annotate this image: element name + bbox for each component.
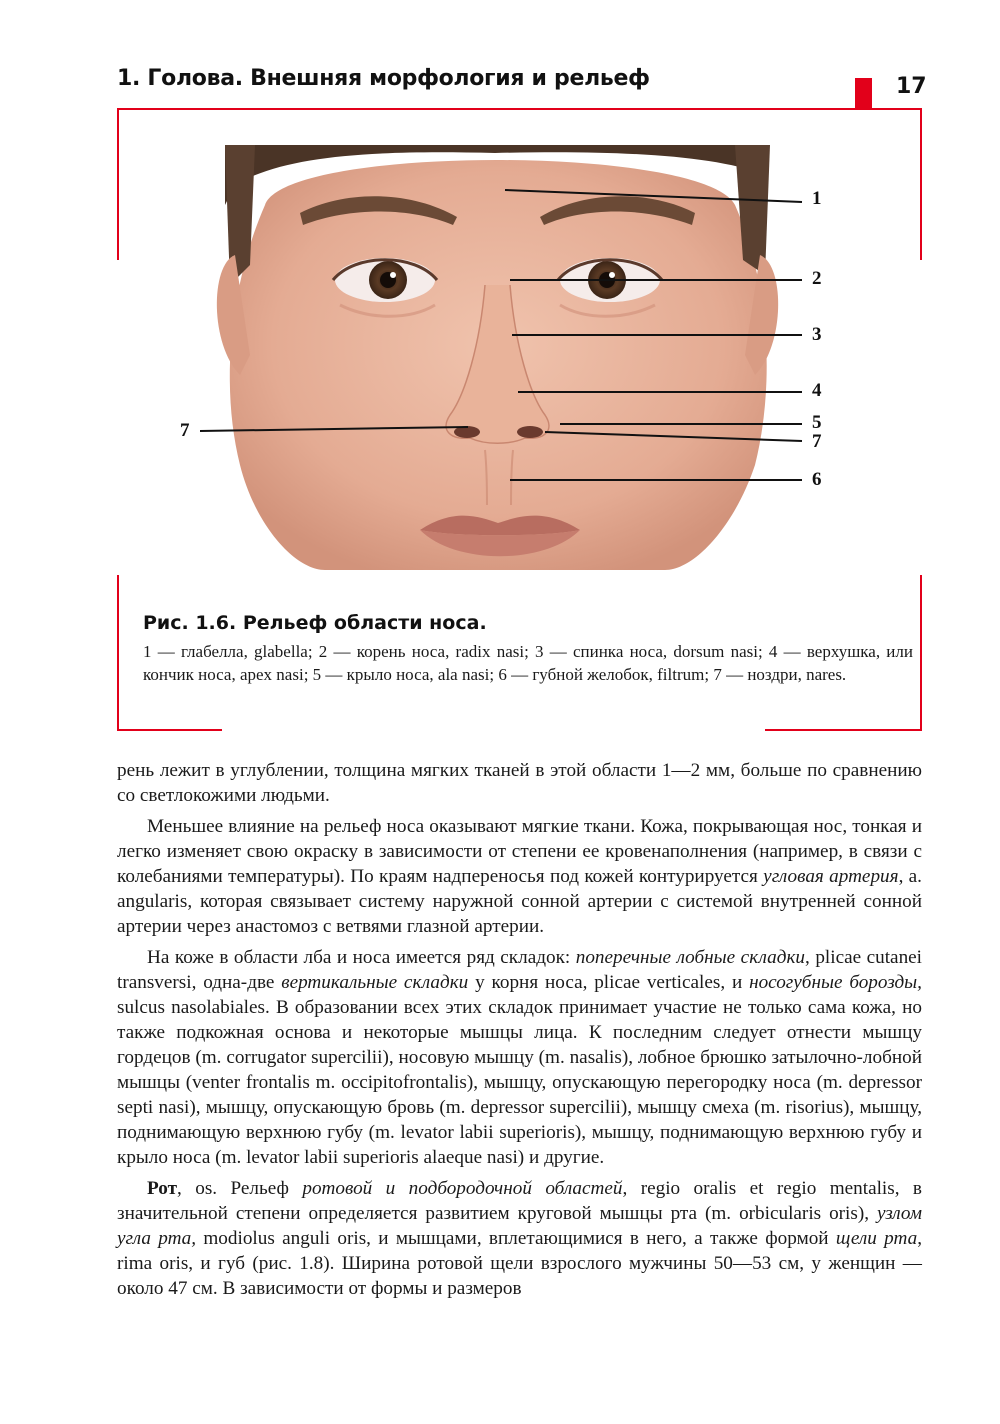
callout-number-2: 2 xyxy=(812,268,822,289)
caption-title: Рис. 1.6. Рельеф области носа. xyxy=(143,612,487,634)
callout-number-6: 6 xyxy=(812,469,822,490)
page-number: 17 xyxy=(896,74,927,99)
callout-number-4: 4 xyxy=(812,380,822,401)
callout-number-7-left: 7 xyxy=(180,420,190,441)
paragraph-3: На коже в области лба и носа имеется ряд складок: поперечные лобные складки, plicae cutanei transversi, одна-две вертикальные складки у корня носа, plicae verticales, и носогубные борозды, sulcus nasolabiales. В образовании всех этих складок принимает участие не только сама кожа, но также подкожная основа и некоторые мышцы лица. К последним следует отнести мышцу гордецов (m. corrugator supercilii), носовую мышцу (m. nasalis), лобное брюшко затылочно-лобной мышцы (venter frontalis m. occipitofrontalis), мышцу, опускающую перегородку носа (m. depressor septi nasi), мышцу, опускающую бровь (m. depressor supercilii), мышцу смеха (m. risorius), мышцу, поднимающую верхнюю губу (m. levator labii superioris), мышцу, поднимающую верхнюю губу и крыло носа (m. levator labii superioris alaeque nasi) и другие. xyxy=(117,947,923,1168)
paragraph-2: Меньшее влияние на рельеф носа оказывают мягкие ткани. Кожа, покрывающая нос, тонкая и легко изменяет свою окраску в зависимости от степени ее кровенаполнения (например, в связи с колебаниями температуры). По краям надпереносья под кожей контурируется угловая артерия, a. angularis, которая связывает систему наружной сонной артерии с системой внутренней сонной артерии через анастомоз с ветвями глазной артерии. xyxy=(117,816,922,937)
paragraph-1: рень лежит в углублении, толщина мягких тканей в этой области 1—2 мм, больше по сравнению со светлокожими людьми. xyxy=(117,760,922,806)
chapter-title: 1. Голова. Внешняя морфология и рельеф xyxy=(117,66,650,91)
callout-line-7-left xyxy=(200,427,468,431)
callout-number-5: 5 xyxy=(812,412,822,433)
callout-line-1 xyxy=(505,190,802,202)
callout-number-7-right: 7 xyxy=(812,431,822,452)
body-text xyxy=(117,758,922,1301)
caption-text: 1 — глабелла, glabella; 2 — корень носа, radix nasi; 3 — спинка носа, dorsum nasi; 4 — верхушка, или кончик носа, apex nasi; 5 — крыло носа, ala nasi; 6 — губной желобок, filtrum; 7 — ноздри, nares. xyxy=(143,642,913,684)
paragraph-4: Рот, os. Рельеф ротовой и подбородочной областей, regio oralis et regio mentalis, в значительной степени определяется развитием круговой мышцы рта (m. orbicularis oris), узлом угла рта, modiolus anguli oris, и мышцами, вплетающимися в него, а также формой щели рта, rima oris, и губ (рис. 1.8). Ширина ротовой щели взрослого мужчины 50—53 см, у женщин — около 47 см. В зависимости от формы и размеров xyxy=(117,1178,922,1299)
callout-line-7-right xyxy=(545,432,802,441)
figure-caption xyxy=(143,612,923,686)
callout-number-1: 1 xyxy=(812,188,822,209)
callout-number-3: 3 xyxy=(812,324,822,345)
